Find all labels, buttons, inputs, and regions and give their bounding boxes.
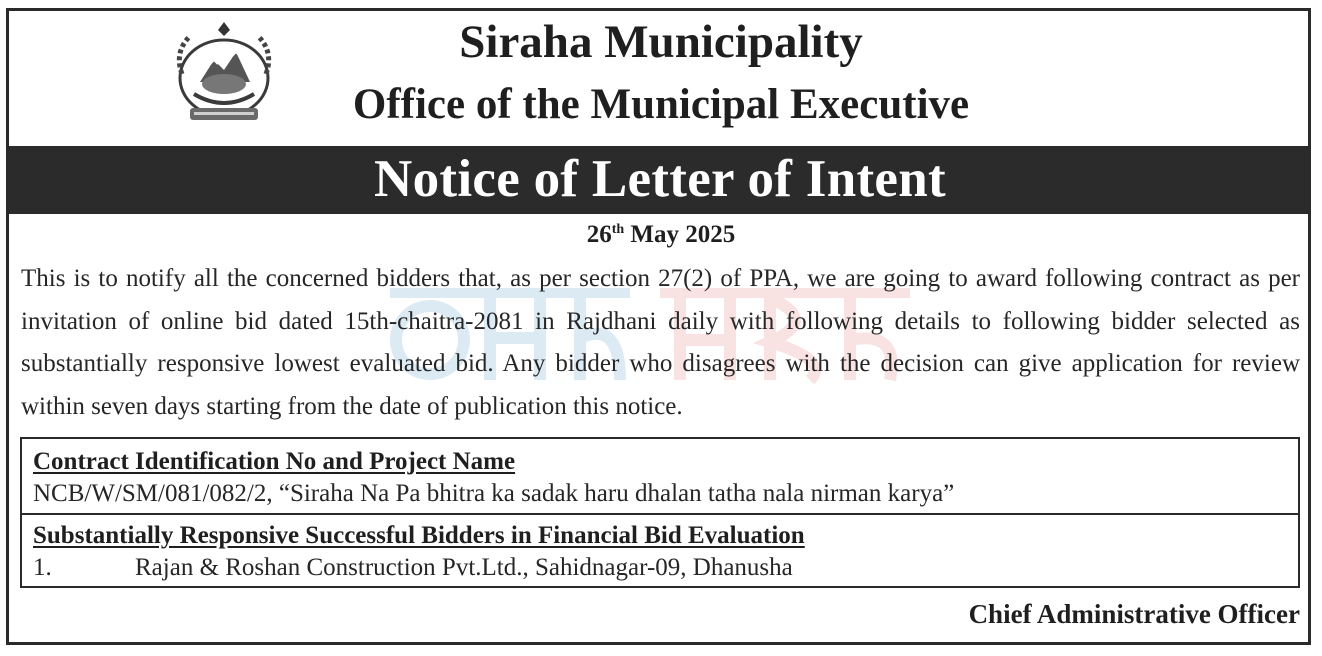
- date-suffix: th: [611, 222, 625, 237]
- notice-body: This is to notify all the concerned bidders that, as per section 27(2) of PPA, we are going to award following contract as per invitation of online bid dated 15th-chaitra-2081 in Rajdhani daily with following details to following bidder selected as substantially responsive lowest evaluated bid. Any bidder who disagrees with the decision can give application for review within seven days starting from the date of publication this notice.: [21, 265, 1300, 420]
- contract-heading: Contract Identification No and Project Name: [33, 448, 516, 475]
- bidders-heading: Substantially Responsive Successful Bidders in Financial Bid Evaluation: [33, 522, 805, 549]
- contract-details-table: [20, 437, 1300, 588]
- table-row-divider: [22, 513, 1298, 515]
- date-month-year: May 2025: [624, 221, 736, 248]
- contract-value: NCB/W/SM/081/082/2, “Siraha Na Pa bhitra ka sadak haru dhalan tatha nala nirman karya”: [33, 480, 955, 507]
- office-name: Office of the Municipal Executive: [352, 81, 970, 128]
- organization-name: Siraha Municipality: [459, 16, 863, 68]
- bidder-number: 1.: [33, 554, 52, 581]
- title-banner: [9, 146, 1311, 214]
- notice-date: [0, 220, 1322, 250]
- notice-title: Notice of Letter of Intent: [374, 150, 946, 208]
- bidder-name: Rajan & Roshan Construction Pvt.Ltd., Sahidnagar-09, Dhanusha: [135, 554, 793, 581]
- signatory-title: Chief Administrative Officer: [968, 599, 1300, 629]
- date-day: 26: [586, 221, 612, 248]
